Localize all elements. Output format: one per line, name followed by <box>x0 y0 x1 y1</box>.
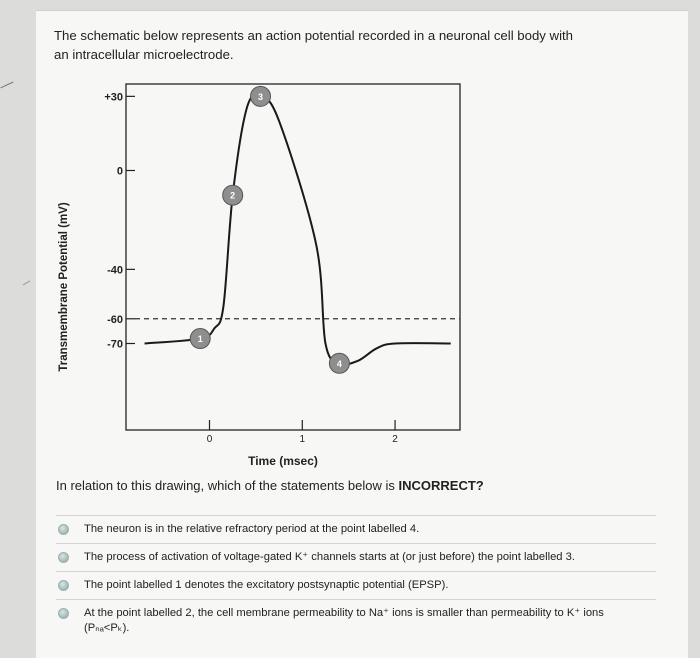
answer-option-1[interactable] <box>56 515 656 543</box>
intro-line-1: The schematic below represents an action potential recorded in a neuronal cell body with <box>54 28 574 43</box>
y-tick-label: -40 <box>107 264 123 277</box>
answer-option-2[interactable] <box>56 543 656 571</box>
divider <box>36 10 688 11</box>
question-card <box>36 10 688 658</box>
y-tick-label: 0 <box>116 165 123 178</box>
point-marker-label: 4 <box>336 358 342 369</box>
x-axis-label: Time (msec) <box>248 454 318 468</box>
x-tick-label: 1 <box>299 434 306 445</box>
answer-option-3[interactable] <box>56 571 656 599</box>
question-prompt <box>56 478 656 493</box>
answer-options <box>56 515 656 642</box>
plot-frame <box>126 84 460 430</box>
margin-pen-mark <box>23 280 33 290</box>
action-potential-trace <box>145 95 451 364</box>
y-tick-label: -60 <box>107 313 123 326</box>
option-text: At the point labelled 2, the cell membrane permeability to Na⁺ ions is smaller than permeability to K⁺ ions <box>84 607 604 619</box>
point-marker-label: 2 <box>230 190 236 201</box>
option-text: The point labelled 1 denotes the excitatory postsynaptic potential (EPSP). <box>84 579 449 591</box>
radio-button[interactable] <box>58 524 69 535</box>
y-tick-label: -70 <box>107 338 123 351</box>
answer-option-4[interactable] <box>56 599 656 642</box>
option-text: The process of activation of voltage-gated K⁺ channels starts at (or just before) the point labelled 3. <box>84 551 575 563</box>
x-tick-label: 2 <box>392 434 398 445</box>
prompt-emphasis: INCORRECT? <box>398 478 484 493</box>
radio-button[interactable] <box>58 552 69 563</box>
radio-button[interactable] <box>58 608 69 619</box>
option-text-continued: (Pₙₐ<Pₖ). <box>84 622 130 634</box>
prompt-text: In relation to this drawing, which of the statements below is <box>56 478 399 493</box>
x-tick-label: 0 <box>206 434 213 445</box>
point-marker-label: 3 <box>258 91 264 102</box>
action-potential-chart <box>46 72 476 472</box>
option-text: The neuron is in the relative refractory period at the point labelled 4. <box>84 523 420 535</box>
y-axis-label: Transmembrane Potential (mV) <box>58 202 70 372</box>
point-marker-label: 1 <box>197 334 203 345</box>
question-intro <box>54 26 594 64</box>
radio-button[interactable] <box>58 580 69 591</box>
intro-line-2: an intracellular microelectrode. <box>54 47 234 62</box>
margin-pen-mark <box>0 82 17 98</box>
y-tick-label: +30 <box>104 91 123 104</box>
